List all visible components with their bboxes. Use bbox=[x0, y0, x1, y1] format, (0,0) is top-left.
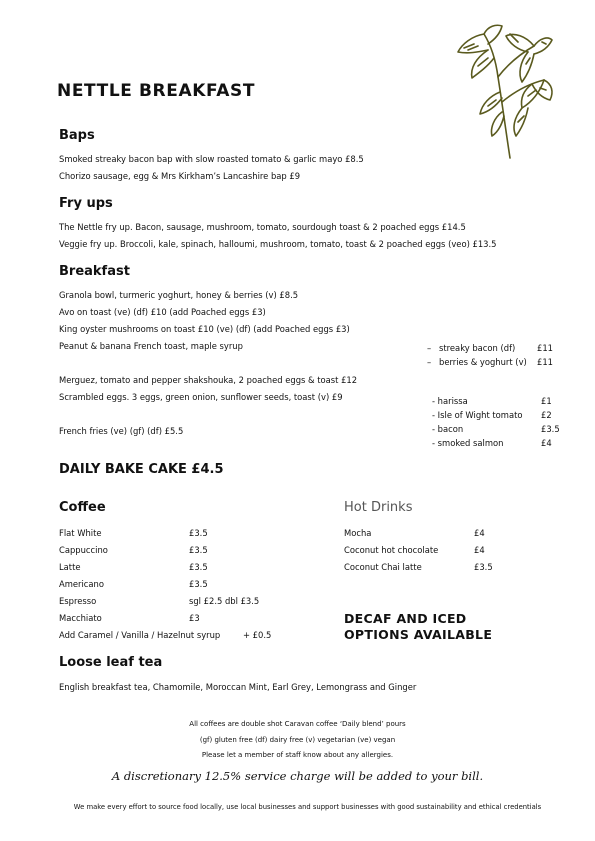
list-item: Peanut & banana French toast, maple syrup bbox=[59, 341, 243, 351]
addon-name: - Isle of Wight tomato bbox=[432, 410, 523, 420]
coffee-name: Latte bbox=[59, 562, 81, 572]
option-price: £11 bbox=[537, 357, 553, 367]
addon-price: £1 bbox=[541, 396, 552, 406]
addon-price: £3.5 bbox=[541, 424, 560, 434]
coffee-name: Cappuccino bbox=[59, 545, 108, 555]
section-heading-coffee: Coffee bbox=[59, 500, 106, 515]
addon-price: £4 bbox=[541, 438, 552, 448]
option-dash: – bbox=[427, 343, 432, 353]
hot-drink-price: £3.5 bbox=[474, 562, 493, 572]
option-name: streaky bacon (df) bbox=[439, 343, 516, 353]
hot-drink-name: Coconut Chai latte bbox=[344, 562, 422, 572]
addon-price: £2 bbox=[541, 410, 552, 420]
decaf-note-line2: OPTIONS AVAILABLE bbox=[344, 627, 493, 642]
list-item: Smoked streaky bacon bap with slow roasted tomato & garlic mayo £8.5 bbox=[59, 154, 364, 164]
hot-drink-price: £4 bbox=[474, 528, 485, 538]
section-heading-tea: Loose leaf tea bbox=[59, 655, 163, 670]
addon-name: - smoked salmon bbox=[432, 438, 504, 448]
section-heading-baps: Baps bbox=[59, 128, 95, 143]
section-heading-fryups: Fry ups bbox=[59, 196, 113, 211]
list-item: King oyster mushrooms on toast £10 (ve) (df) (add Poached eggs £3) bbox=[59, 324, 350, 334]
coffee-name: Americano bbox=[59, 579, 104, 589]
list-item: The Nettle fry up. Bacon, sausage, mushroom, tomato, sourdough toast & 2 poached eggs £14.5 bbox=[59, 222, 466, 232]
dietary-legend: (gf) gluten free (df) dairy free (v) vegetarian (ve) vegan bbox=[199, 736, 396, 744]
list-item: French fries (ve) (gf) (df) £5.5 bbox=[59, 426, 184, 436]
section-heading-hot-drinks: Hot Drinks bbox=[344, 500, 413, 515]
hot-drink-name: Mocha bbox=[344, 528, 372, 538]
list-item: Chorizo sausage, egg & Mrs Kirkham’s Lancashire bap £9 bbox=[59, 171, 301, 181]
coffee-price: + £0.5 bbox=[243, 630, 272, 640]
coffee-name: Macchiato bbox=[59, 613, 102, 623]
sourcing-note: We make every effort to source food locally, use local businesses and support businesses with good sustainability and ethical credentials bbox=[73, 803, 542, 811]
list-item: Avo on toast (ve) (df) £10 (add Poached eggs £3) bbox=[59, 307, 266, 317]
coffee-name: Flat White bbox=[59, 528, 102, 538]
list-item: Granola bowl, turmeric yoghurt, honey & berries (v) £8.5 bbox=[59, 290, 299, 300]
hot-drink-price: £4 bbox=[474, 545, 485, 555]
coffee-price: sgl £2.5 dbl £3.5 bbox=[189, 596, 260, 606]
list-item: Veggie fry up. Broccoli, kale, spinach, halloumi, mushroom, tomato, toast & 2 poached eggs (veo) £13.5 bbox=[59, 239, 497, 249]
tea-list: English breakfast tea, Chamomile, Moroccan Mint, Earl Grey, Lemongrass and Ginger bbox=[59, 682, 417, 692]
allergy-note: Please let a member of staff know about any allergies. bbox=[201, 751, 394, 759]
option-price: £11 bbox=[537, 343, 553, 353]
coffee-price: £3 bbox=[189, 613, 200, 623]
list-item: Scrambled eggs. 3 eggs, green onion, sunflower seeds, toast (v) £9 bbox=[59, 392, 343, 402]
service-charge-note: A discretionary 12.5% service charge will be added to your bill. bbox=[111, 769, 484, 783]
nettle-leaf-icon bbox=[448, 22, 558, 162]
coffee-price: £3.5 bbox=[189, 528, 208, 538]
option-name: berries & yoghurt (v) bbox=[439, 357, 527, 367]
list-item: Merguez, tomato and pepper shakshouka, 2 poached eggs & toast £12 bbox=[59, 375, 358, 385]
addon-name: - bacon bbox=[432, 424, 464, 434]
coffee-price: £3.5 bbox=[189, 545, 208, 555]
option-dash: – bbox=[427, 357, 432, 367]
decaf-note-line1: DECAF AND ICED bbox=[344, 611, 467, 626]
page-title: NETTLE BREAKFAST bbox=[57, 81, 256, 101]
coffee-name: Add Caramel / Vanilla / Hazelnut syrup bbox=[59, 630, 221, 640]
coffee-name: Espresso bbox=[59, 596, 97, 606]
addon-name: - harissa bbox=[432, 396, 468, 406]
daily-bake-heading: DAILY BAKE CAKE £4.5 bbox=[59, 462, 224, 477]
hot-drink-name: Coconut hot chocolate bbox=[344, 545, 439, 555]
coffee-price: £3.5 bbox=[189, 562, 208, 572]
section-heading-breakfast: Breakfast bbox=[59, 264, 130, 279]
coffee-price: £3.5 bbox=[189, 579, 208, 589]
coffee-note: All coffees are double shot Caravan coffee ‘Daily blend’ pours bbox=[189, 720, 406, 728]
